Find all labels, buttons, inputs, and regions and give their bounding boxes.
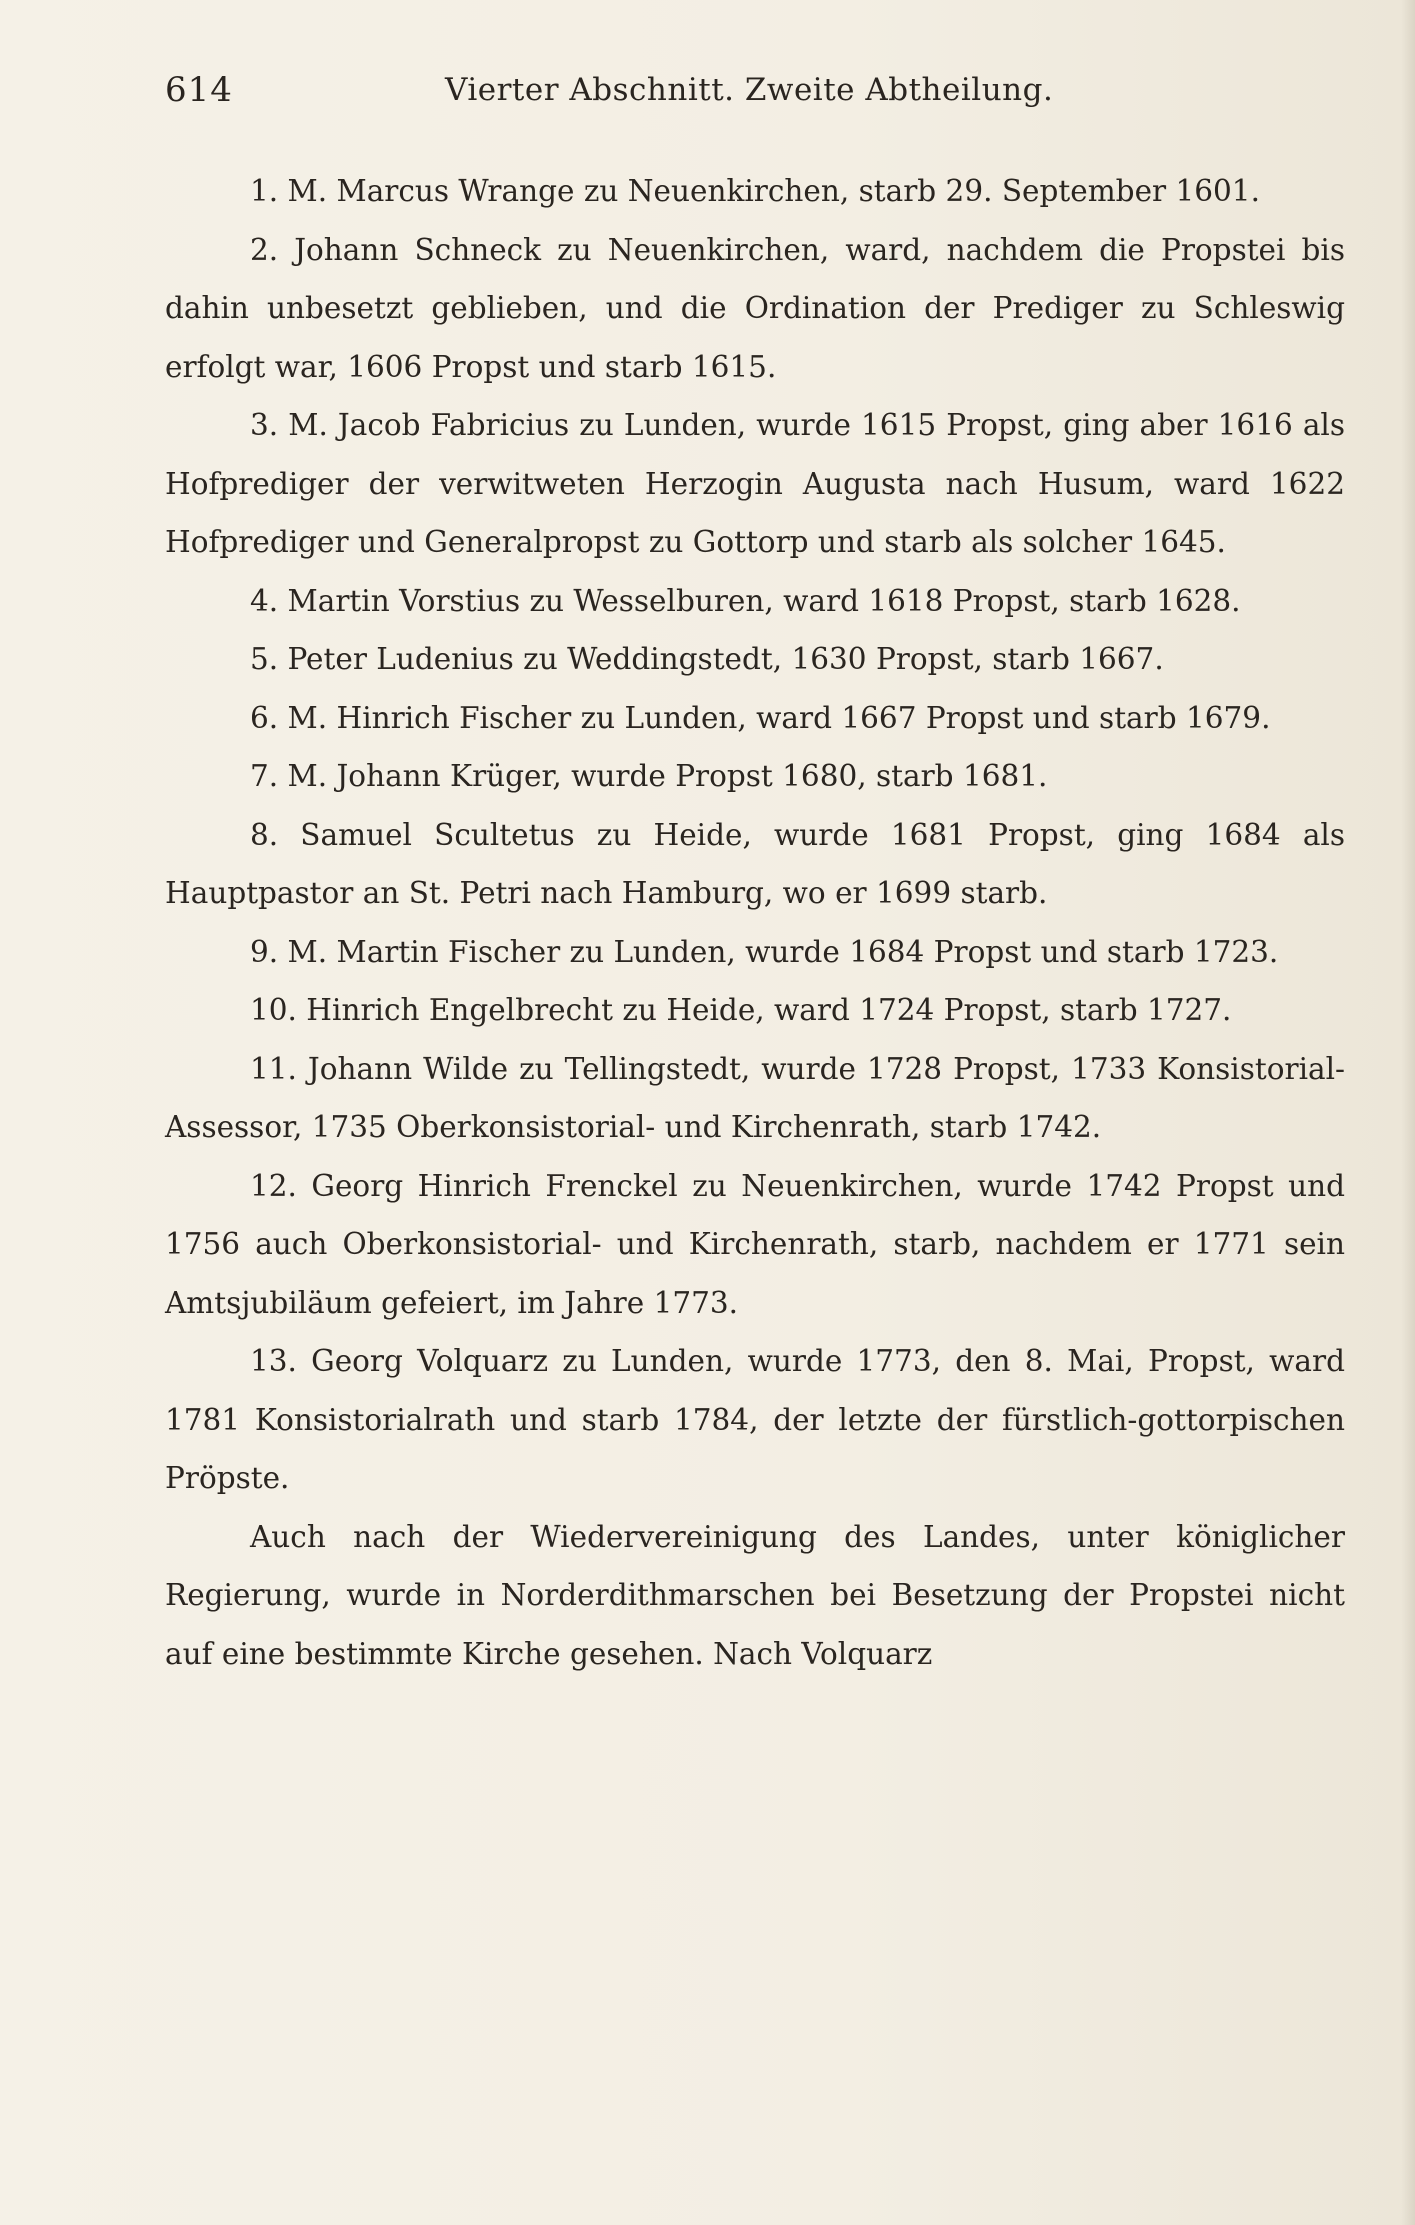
running-head: Vierter Abschnitt. Zweite Abtheilung. bbox=[445, 72, 1054, 108]
page-edge-shadow bbox=[1401, 0, 1415, 2225]
paragraph-entry-13: 13. Georg Volquarz zu Lunden, wurde 1773, den 8. Mai, Propst, ward 1781 Konsistorialrath und starb 1784, der letzte der fürstlich-gottorpischen Pröpste. bbox=[165, 1344, 1345, 1495]
paragraph-entry-9: 9. M. Martin Fischer zu Lunden, wurde 1684 Propst und starb 1723. bbox=[250, 934, 1279, 969]
page-number: 614 bbox=[165, 70, 233, 110]
paragraph-entry-2: 2. Johann Schneck zu Neuenkirchen, ward, nachdem die Propstei bis dahin unbesetzt geblieben, und die Ordination der Prediger zu Schleswig erfolgt war, 1606 Propst und starb 1615. bbox=[165, 232, 1345, 384]
paragraph-entry-5: 5. Peter Ludenius zu Weddingstedt, 1630 Propst, starb 1667. bbox=[250, 642, 1164, 676]
paragraph-entry-11: 11. Johann Wilde zu Tellingstedt, wurde 1728 Propst, 1733 Konsistorial-Assessor, 1735 Oberkonsistorial- und Kirchenrath, starb 1742. bbox=[165, 1051, 1345, 1144]
body-text bbox=[165, 162, 1345, 1683]
paragraph-entry-4: 4. Martin Vorstius zu Wesselburen, ward 1618 Propst, starb 1628. bbox=[250, 583, 1241, 618]
paragraph-entry-10: 10. Hinrich Engelbrecht zu Heide, ward 1724 Propst, starb 1727. bbox=[250, 993, 1232, 1027]
paragraph-entry-6: 6. M. Hinrich Fischer zu Lunden, ward 1667 Propst und starb 1679. bbox=[250, 700, 1271, 735]
paragraph-entry-3: 3. M. Jacob Fabricius zu Lunden, wurde 1615 Propst, ging aber 1616 als Hofprediger der verwitweten Herzogin Augusta nach Husum, ward 1622 Hofprediger und Generalpropst zu Gottorp und starb als solcher 1645. bbox=[165, 408, 1345, 559]
paragraph-entry-12: 12. Georg Hinrich Frenckel zu Neuenkirchen, wurde 1742 Propst und 1756 auch Oberkonsistorial- und Kirchenrath, starb, nachdem er 1771 sein Amtsjubiläum gefeiert, im Jahre 1773. bbox=[165, 1168, 1345, 1320]
paragraph-closing: Auch nach der Wiedervereinigung des Landes, unter königlicher Regierung, wurde in Norderdithmarschen bei Besetzung der Propstei nicht auf eine bestimmte Kirche gesehen. Nach Volquarz bbox=[165, 1519, 1345, 1671]
page-header bbox=[165, 70, 1340, 120]
paragraph-entry-8: 8. Samuel Scultetus zu Heide, wurde 1681 Propst, ging 1684 als Hauptpastor an St. Petri nach Hamburg, wo er 1699 starb. bbox=[165, 817, 1345, 910]
paragraph-entry-1: 1. M. Marcus Wrange zu Neuenkirchen, starb 29. September 1601. bbox=[250, 174, 1260, 208]
paragraph-entry-7: 7. M. Johann Krüger, wurde Propst 1680, starb 1681. bbox=[250, 759, 1048, 793]
